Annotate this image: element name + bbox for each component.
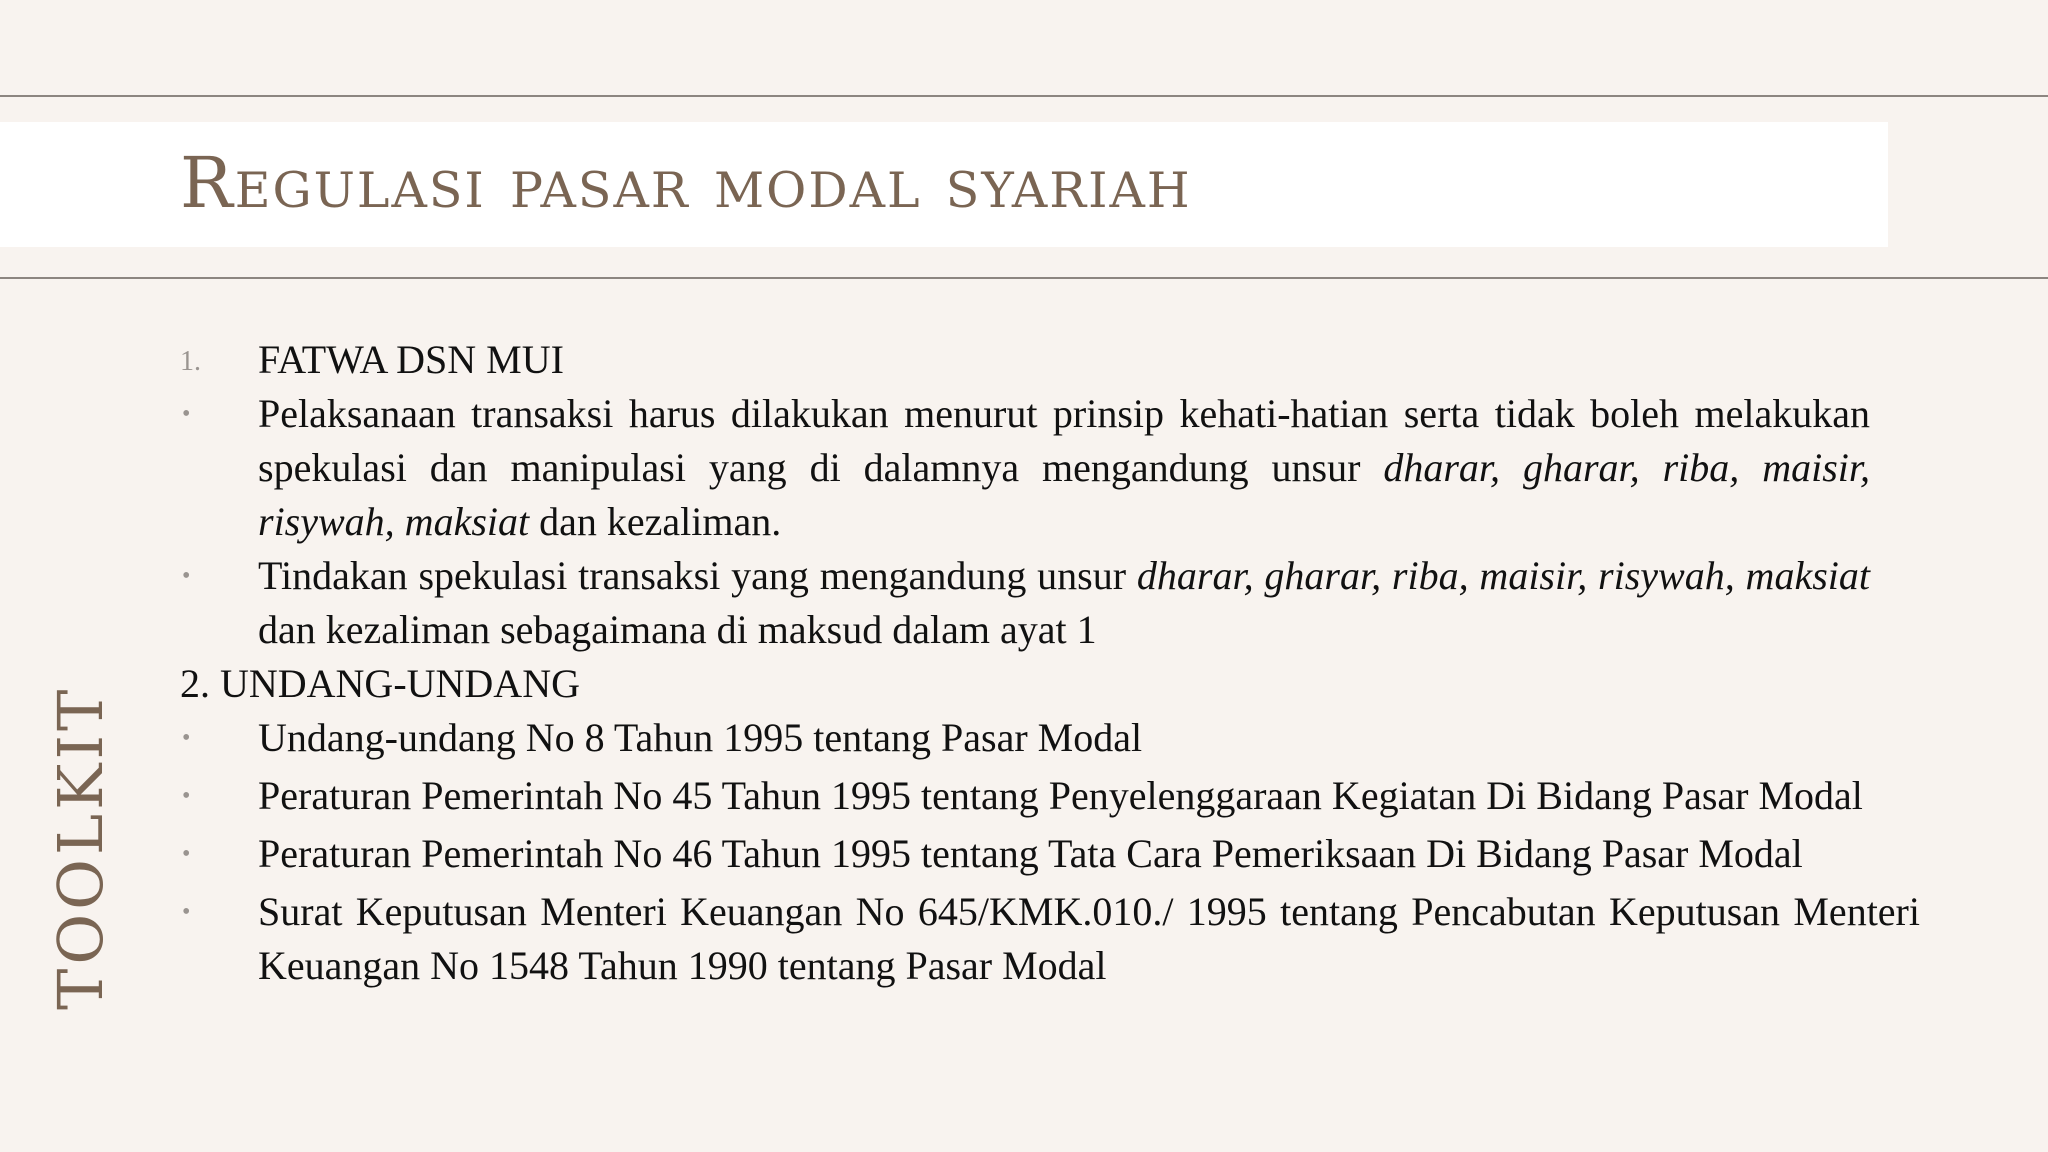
- bullet-text: Peraturan Pemerintah No 46 Tahun 1995 tentang Tata Cara Pemeriksaan Di Bidang Pasar Modal: [258, 831, 1803, 876]
- bullet-text-part: Tindakan spekulasi transaksi yang mengandung unsur: [258, 553, 1137, 598]
- list-item: [180, 885, 1920, 993]
- bullet-icon: •: [182, 563, 191, 589]
- list-item: [180, 827, 1920, 881]
- bullet-icon: •: [182, 783, 191, 809]
- section-heading-fatwa: [180, 333, 1870, 387]
- bullet-icon: •: [182, 401, 191, 427]
- bullet-text: Surat Keputusan Menteri Keuangan No 645/KMK.010./ 1995 tentang Pencabutan Keputusan Menteri Keuangan No 1548 Tahun 1990 tentang Pasar Modal: [258, 889, 1920, 988]
- bullet-text: Peraturan Pemerintah No 45 Tahun 1995 tentang Penyelenggaraan Kegiatan Di Bidang Pasar Modal: [258, 773, 1863, 818]
- list-number: 1.: [180, 346, 201, 377]
- bullet-icon: •: [182, 725, 191, 751]
- bullet-icon: •: [182, 841, 191, 867]
- list-item: [180, 711, 1920, 765]
- side-label-toolkit: TOOLKIT: [44, 685, 117, 1010]
- bottom-divider-line: [0, 277, 2048, 279]
- bullet-text-part: dan kezaliman sebagaimana di maksud dalam ayat 1: [258, 607, 1097, 652]
- section-heading-undang-undang: 2. UNDANG-UNDANG: [180, 661, 580, 706]
- slide-title: Regulasi pasar modal syariah: [180, 142, 1192, 224]
- section-undang-undang: [180, 657, 1920, 993]
- top-divider-line: [0, 95, 2048, 97]
- list-item: [180, 549, 1870, 657]
- heading-text: FATWA DSN MUI: [258, 337, 564, 382]
- section-fatwa: [180, 333, 1920, 657]
- bullet-text-italic: dharar, gharar, riba, maisir, risywah, maksiat: [1136, 553, 1870, 598]
- bullet-icon: •: [182, 899, 191, 925]
- list-item: [180, 387, 1870, 549]
- bullet-text: Undang-undang No 8 Tahun 1995 tentang Pasar Modal: [258, 715, 1143, 760]
- list-item: [180, 769, 1920, 823]
- slide-content: [180, 333, 1920, 993]
- bullet-text-italic: dharar, gharar, riba, maisir, risywah, maksiat: [258, 445, 1871, 544]
- bullet-text-part: dan kezaliman.: [529, 499, 782, 544]
- bullet-text-part: Pelaksanaan transaksi harus dilakukan menurut prinsip kehati-hatian serta tidak boleh melakukan spekulasi dan manipulasi yang di dalamnya mengandung unsur: [258, 391, 1870, 490]
